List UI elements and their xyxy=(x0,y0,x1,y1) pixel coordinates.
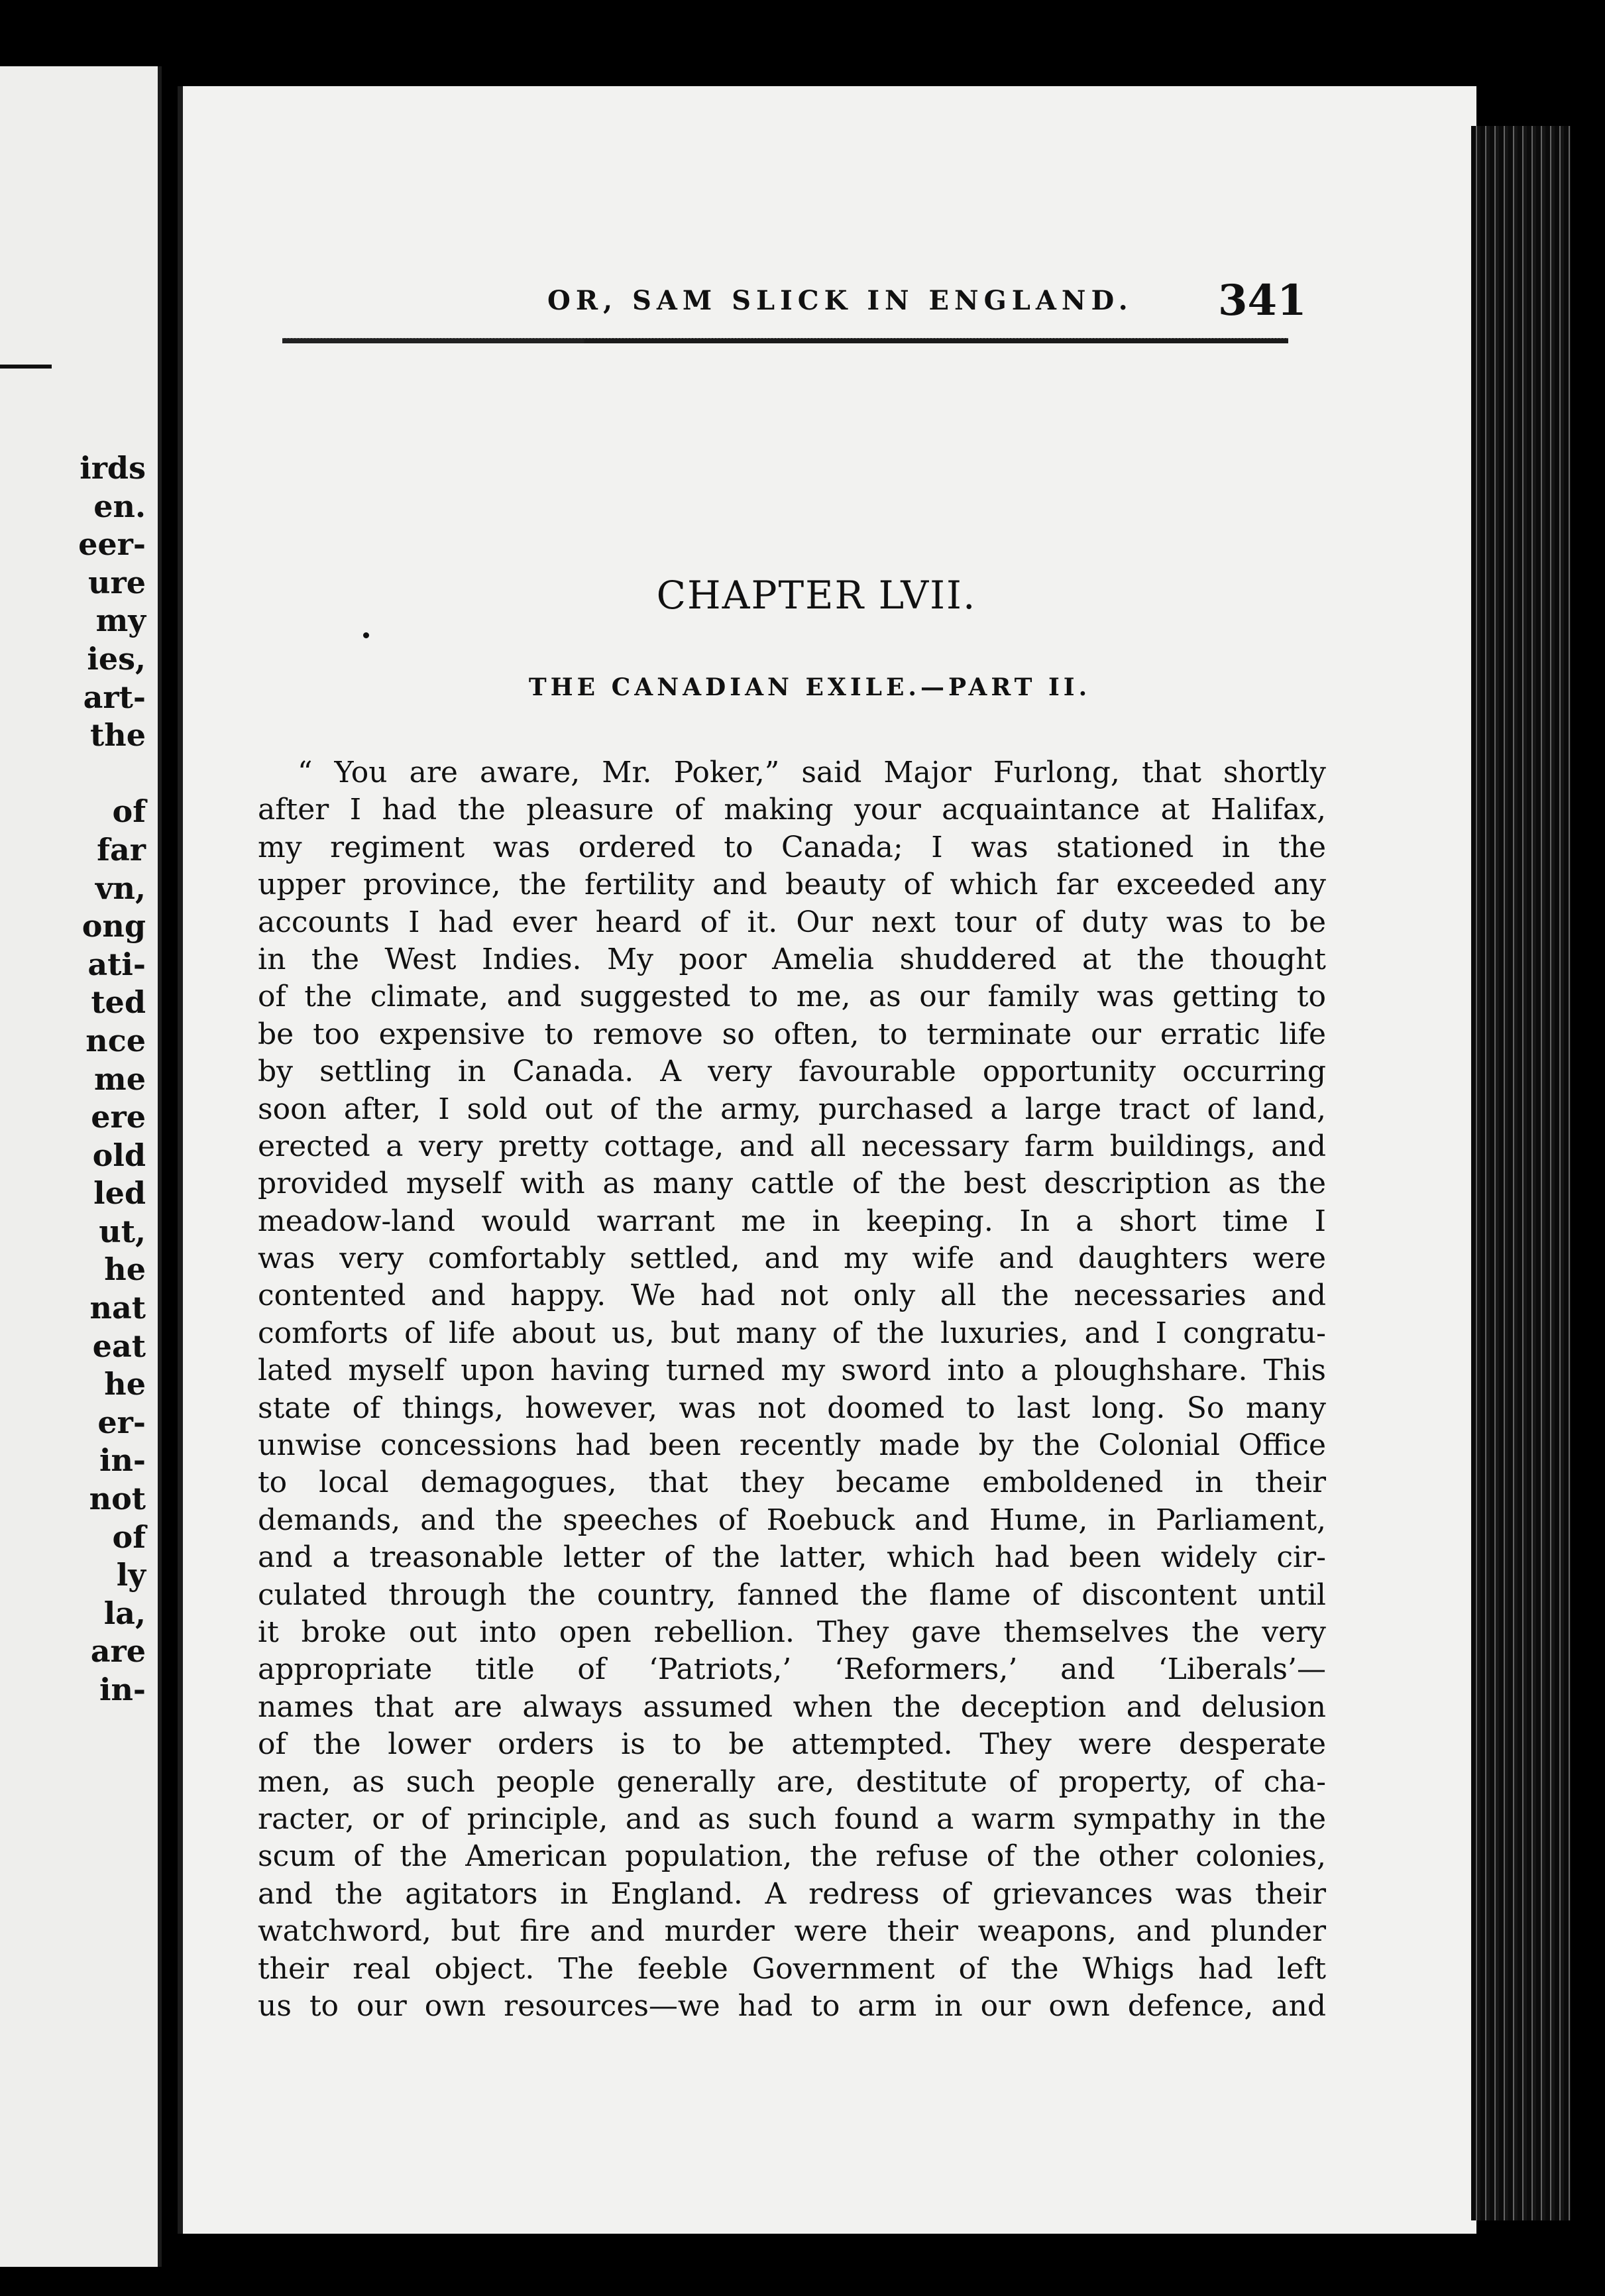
previous-page-line-end: are xyxy=(90,1633,146,1670)
header-rule xyxy=(282,338,1288,343)
running-title: OR, SAM SLICK IN ENGLAND. xyxy=(547,285,1133,316)
book-page-edges xyxy=(1471,126,1571,2220)
text-line: culated through the country, fanned the flame of discontent until xyxy=(258,1578,1326,1612)
text-line: racter, or of principle, and as such found a warm sympathy in the xyxy=(258,1802,1326,1836)
text-line: to local demagogues, that they became emboldened in their xyxy=(258,1465,1326,1500)
previous-page-line-end: ly xyxy=(116,1557,146,1593)
previous-page-line-end: eat xyxy=(92,1328,146,1364)
text-line: contented and happy. We had not only all the necessaries and xyxy=(258,1279,1326,1313)
previous-page-rule xyxy=(0,365,52,369)
text-line: of the lower orders is to be attempted. They were desperate xyxy=(258,1727,1326,1762)
text-line: “ You are aware, Mr. Poker,” said Major Furlong, that shortly xyxy=(298,756,1326,789)
previous-page-line-end: the xyxy=(90,717,146,754)
chapter-title: CHAPTER LVII. xyxy=(656,573,977,618)
text-line: and the agitators in England. A redress of grievances was their xyxy=(258,1876,1326,1911)
previous-page-line-end: in- xyxy=(99,1442,146,1479)
text-line: upper province, the fertility and beauty of which far exceeded any xyxy=(258,868,1326,902)
text-line: of the climate, and suggested to me, as our family was getting to xyxy=(258,980,1326,1014)
previous-page-line-end: ure xyxy=(88,564,146,601)
previous-page-line-end: old xyxy=(92,1137,146,1173)
previous-page-line-end xyxy=(13,755,146,793)
text-line: lated myself upon having turned my sword into a ploughshare. This xyxy=(258,1353,1326,1388)
text-line: by settling in Canada. A very favourable opportunity occurring xyxy=(258,1055,1326,1089)
previous-page-line-end: me xyxy=(94,1061,146,1097)
previous-page-line-end: nat xyxy=(89,1290,146,1326)
page-number: 341 xyxy=(1218,276,1307,325)
text-line: accounts I had ever heard of it. Our next tour of duty was to be xyxy=(258,905,1326,939)
previous-page-line-end: en. xyxy=(93,488,146,524)
running-head xyxy=(183,276,1476,338)
previous-page-line-end: art- xyxy=(83,679,146,715)
previous-page-line-end: ted xyxy=(91,984,146,1021)
text-line: unwise concessions had been recently made by the Colonial Office xyxy=(258,1428,1326,1463)
previous-page-line-end: eer- xyxy=(78,526,146,563)
text-line: demands, and the speeches of Roebuck and Hume, in Parliament, xyxy=(258,1503,1326,1537)
previous-page-line-end: la, xyxy=(103,1595,146,1631)
text-line: men, as such people generally are, destitute of property, of cha- xyxy=(258,1764,1326,1799)
previous-page-line-ends xyxy=(13,449,146,1709)
text-line: comforts of life about us, but many of the luxuries, and I congratu- xyxy=(258,1316,1326,1350)
body-text xyxy=(258,754,1326,2025)
previous-page-line-end: of xyxy=(112,1519,146,1555)
previous-page-fragment xyxy=(0,66,162,2267)
previous-page-line-end: vn, xyxy=(95,870,146,906)
previous-page-line-end: ies, xyxy=(87,640,146,677)
text-line: soon after, I sold out of the army, purchased a large tract of land, xyxy=(258,1092,1326,1126)
text-line: names that are always assumed when the deception and delusion xyxy=(258,1690,1326,1724)
text-line: us to our own resources—we had to arm in our own defence, and xyxy=(258,1988,1326,2023)
text-line: watchword, but fire and murder were their weapons, and plunder xyxy=(258,1914,1326,1949)
previous-page-line-end: far xyxy=(97,831,146,868)
text-line: their real object. The feeble Government of the Whigs had left xyxy=(258,1951,1326,1986)
previous-page-line-end: in- xyxy=(99,1672,146,1707)
previous-page-line-end: ut, xyxy=(99,1213,146,1249)
previous-page-line-end: my xyxy=(95,603,146,639)
previous-page-line-end: of xyxy=(112,793,146,830)
previous-page-line-end: he xyxy=(104,1366,146,1403)
previous-page-line-end: not xyxy=(89,1481,146,1517)
text-line: erected a very pretty cottage, and all necessary farm buildings, and xyxy=(258,1129,1326,1163)
ink-speck xyxy=(363,632,369,638)
text-line: meadow-land would warrant me in keeping. In a short time I xyxy=(258,1204,1326,1238)
text-line: after I had the pleasure of making your acquaintance at Halifax, xyxy=(258,793,1326,827)
text-line: in the West Indies. My poor Amelia shuddered at the thought xyxy=(258,942,1326,976)
text-line: it broke out into open rebellion. They gave themselves the very xyxy=(258,1615,1326,1649)
previous-page-line-end: led xyxy=(93,1175,146,1212)
book-page xyxy=(178,86,1476,2234)
text-line: was very comfortably settled, and my wife and daughters were xyxy=(258,1241,1326,1276)
previous-page-line-end: er- xyxy=(97,1404,146,1440)
text-line: provided myself with as many cattle of the best description as the xyxy=(258,1167,1326,1201)
text-line: state of things, however, was not doomed to last long. So many xyxy=(258,1391,1326,1425)
text-line: and a treasonable letter of the latter, which had been widely cir- xyxy=(258,1540,1326,1575)
previous-page-line-end: ati- xyxy=(87,946,146,982)
text-line: appropriate title of ‘Patriots,’ ‘Reformers,’ and ‘Liberals’— xyxy=(258,1652,1326,1687)
part-title: THE CANADIAN EXILE.—PART II. xyxy=(528,673,1091,701)
previous-page-line-end: he xyxy=(104,1251,146,1288)
text-line: be too expensive to remove so often, to terminate our erratic life xyxy=(258,1017,1326,1051)
text-line: my regiment was ordered to Canada; I was stationed in the xyxy=(258,830,1326,864)
previous-page-line-end: ong xyxy=(82,908,146,945)
previous-page-line-end: irds xyxy=(80,450,146,486)
previous-page-line-end: ere xyxy=(91,1099,146,1135)
text-line: scum of the American population, the refuse of the other colonies, xyxy=(258,1839,1326,1874)
previous-page-line-end: nce xyxy=(85,1022,146,1059)
